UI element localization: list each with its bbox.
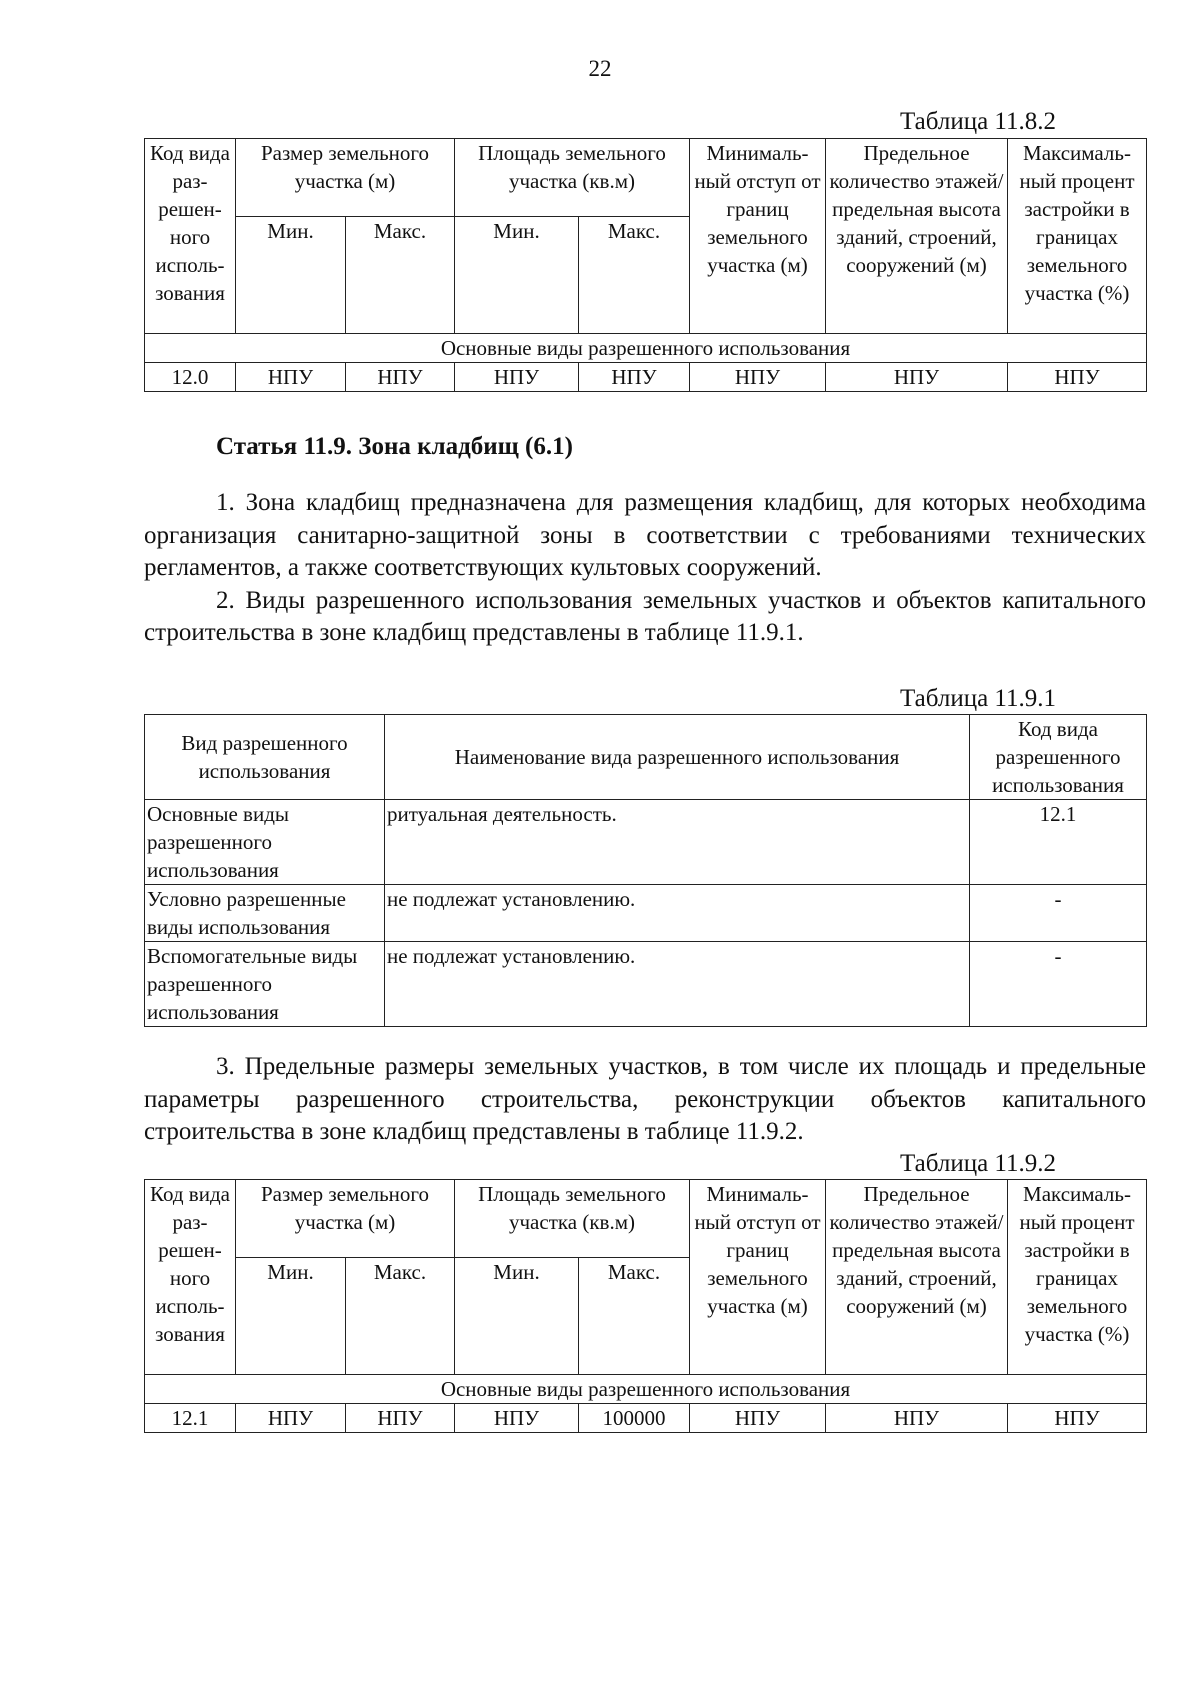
- article-body-top: [144, 487, 1146, 650]
- cell-kind: Основные виды разрешенного использования: [145, 800, 385, 885]
- cell-size-min: НПУ: [236, 363, 346, 392]
- paragraph-1: 1. Зона кладбищ предназначена для размещения кладбищ, для которых необходима организация санитарно-защитной зоны в соответствии с требованиями технических регламентов, а также соответствующих культовых сооружений.: [144, 489, 1146, 581]
- usage-kinds-table-11-9-1: [144, 714, 1147, 1027]
- header-name: Наименование вида разрешенного использования: [385, 715, 970, 800]
- header-area-group: Площадь земельного участка (кв.м): [455, 1180, 690, 1258]
- header-setback: Минималь-ный отступ от границ земельного участка (м): [690, 139, 826, 334]
- table-row: [145, 885, 1147, 942]
- header-size-min: Мин.: [236, 217, 346, 334]
- header-code: Код вида раз-решен-ного исполь-зования: [145, 1180, 236, 1375]
- cell-size-min: НПУ: [236, 1404, 346, 1433]
- cell-floors: НПУ: [826, 363, 1008, 392]
- article-body-bottom: [144, 1051, 1146, 1149]
- header-area-max: Макс.: [579, 1258, 690, 1375]
- cell-area-min: НПУ: [455, 363, 579, 392]
- table-caption-11-9-1: Таблица 11.9.1: [900, 685, 1056, 712]
- table-row: [145, 800, 1147, 885]
- header-area-max: Макс.: [579, 217, 690, 334]
- article-heading: Статья 11.9. Зона кладбищ (6.1): [216, 433, 573, 460]
- header-area-min: Мин.: [455, 217, 579, 334]
- table-caption-11-9-2: Таблица 11.9.2: [900, 1150, 1056, 1177]
- cell-area-max: 100000: [579, 1404, 690, 1433]
- cell-coverage: НПУ: [1008, 1404, 1147, 1433]
- header-floors: Предельное количество этажей/ предельная высота зданий, строений, сооружений (м): [826, 1180, 1008, 1375]
- cell-name: ритуальная деятельность.: [385, 800, 970, 885]
- cell-area-max: НПУ: [579, 363, 690, 392]
- table-row: [145, 942, 1147, 1027]
- cell-name: не подлежат установлению.: [385, 885, 970, 942]
- cell-setback: НПУ: [690, 363, 826, 392]
- header-area-group: Площадь земельного участка (кв.м): [455, 139, 690, 217]
- cell-code: 12.1: [970, 800, 1147, 885]
- header-size-max: Макс.: [346, 1258, 455, 1375]
- header-size-group: Размер земельного участка (м): [236, 1180, 455, 1258]
- cell-kind: Вспомогательные виды разрешенного использования: [145, 942, 385, 1027]
- cell-coverage: НПУ: [1008, 363, 1147, 392]
- paragraph-3: 3. Предельные размеры земельных участков, в том числе их площадь и предельные параметры разрешенного строительства, реконструкции объектов капитального строительства в зоне кладбищ представлены в таблице 11.9.2.: [144, 1053, 1146, 1145]
- section-label: Основные виды разрешенного использования: [145, 334, 1147, 363]
- cell-code: 12.0: [145, 363, 236, 392]
- limits-table-11-9-2: [144, 1179, 1147, 1433]
- cell-area-min: НПУ: [455, 1404, 579, 1433]
- section-label: Основные виды разрешенного использования: [145, 1375, 1147, 1404]
- header-kind: Вид разрешенного использования: [145, 715, 385, 800]
- header-size-max: Макс.: [346, 217, 455, 334]
- header-size-group: Размер земельного участка (м): [236, 139, 455, 217]
- paragraph-2: 2. Виды разрешенного использования земельных участков и объектов капитального строительства в зоне кладбищ представлены в таблице 11.9.1.: [144, 586, 1146, 646]
- header-size-min: Мин.: [236, 1258, 346, 1375]
- table-row: [145, 363, 1147, 392]
- page-number: 22: [588, 56, 612, 81]
- cell-name: не подлежат установлению.: [385, 942, 970, 1027]
- cell-setback: НПУ: [690, 1404, 826, 1433]
- table-caption-11-8-2: Таблица 11.8.2: [900, 108, 1056, 135]
- header-setback: Минималь-ный отступ от границ земельного участка (м): [690, 1180, 826, 1375]
- header-code: Код вида разрешенного использования: [970, 715, 1147, 800]
- cell-size-max: НПУ: [346, 363, 455, 392]
- header-floors: Предельное количество этажей/ предельная высота зданий, строений, сооружений (м): [826, 139, 1008, 334]
- header-code: Код вида раз-решен-ного исполь-зования: [145, 139, 236, 334]
- cell-kind: Условно разрешенные виды использования: [145, 885, 385, 942]
- limits-table-11-8-2: [144, 138, 1147, 392]
- table-row: [145, 1404, 1147, 1433]
- cell-size-max: НПУ: [346, 1404, 455, 1433]
- header-area-min: Мин.: [455, 1258, 579, 1375]
- header-coverage: Максималь-ный процент застройки в границах земельного участка (%): [1008, 139, 1147, 334]
- cell-floors: НПУ: [826, 1404, 1008, 1433]
- cell-code: 12.1: [145, 1404, 236, 1433]
- cell-code: -: [970, 942, 1147, 1027]
- header-coverage: Максималь-ный процент застройки в границах земельного участка (%): [1008, 1180, 1147, 1375]
- cell-code: -: [970, 885, 1147, 942]
